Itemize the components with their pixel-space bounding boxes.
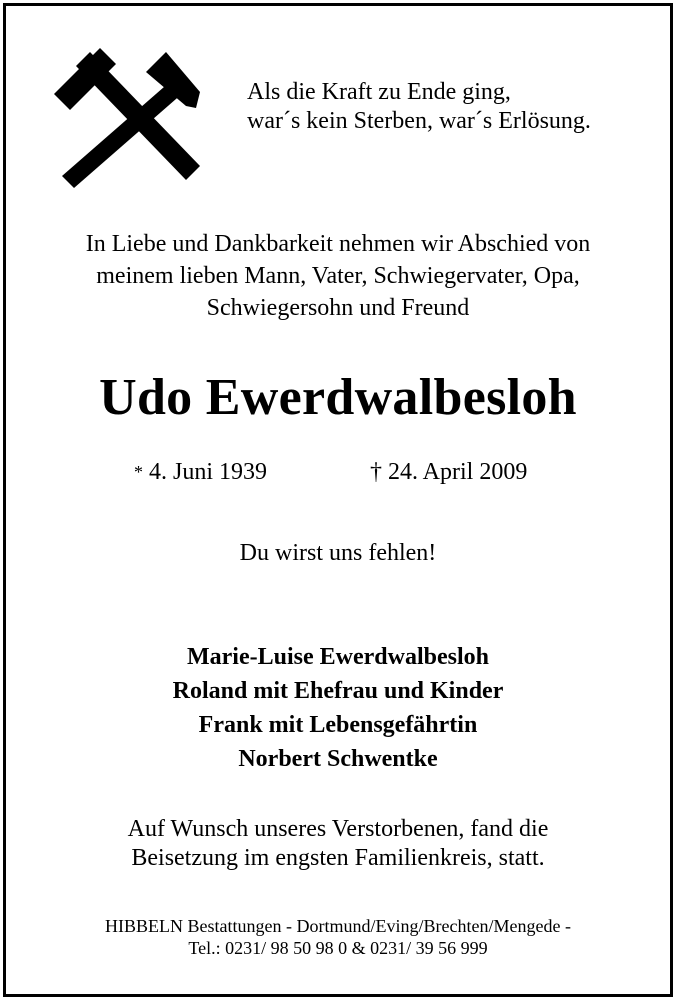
- undertaker-info: [0, 915, 676, 959]
- birth-star-icon: *: [134, 462, 143, 482]
- farewell-text: Du wirst uns fehlen!: [239, 540, 437, 566]
- birth-date: 4. Juni 1939: [149, 459, 268, 485]
- intro-line: Schwiegersohn und Freund: [206, 295, 470, 321]
- death-cross-icon: †: [370, 459, 382, 485]
- intro-text: [0, 228, 676, 324]
- deceased-name: Udo Ewerdwalbesloh: [99, 369, 577, 426]
- death-date-block: [370, 456, 527, 488]
- family-member: Marie-Luise Ewerdwalbesloh: [187, 644, 489, 670]
- quote-line: Als die Kraft zu Ende ging,: [247, 79, 511, 105]
- intro-line: In Liebe und Dankbarkeit nehmen wir Abschied von: [85, 231, 591, 257]
- quote-line: war´s kein Sterben, war´s Erlösung.: [247, 108, 591, 134]
- birth-date-block: [134, 456, 267, 488]
- family-member: Norbert Schwentke: [238, 746, 438, 772]
- undertaker-line: HIBBELN Bestattungen - Dortmund/Eving/Brechten/Mengede -: [105, 916, 571, 936]
- family-list: [0, 640, 676, 776]
- crossed-hammers-icon: [50, 42, 204, 190]
- family-member: Frank mit Lebensgefährtin: [198, 712, 478, 738]
- notice-line: Auf Wunsch unseres Verstorbenen, fand die: [127, 816, 549, 842]
- family-member: Roland mit Ehefrau und Kinder: [172, 678, 504, 704]
- intro-line: meinem lieben Mann, Vater, Schwiegervater, Opa,: [96, 263, 580, 289]
- death-date: 24. April 2009: [388, 459, 528, 485]
- burial-notice: [0, 815, 676, 873]
- undertaker-line: Tel.: 0231/ 98 50 98 0 & 0231/ 39 56 999: [188, 938, 488, 958]
- notice-line: Beisetzung im engsten Familienkreis, statt.: [131, 845, 545, 871]
- quote: [247, 78, 591, 136]
